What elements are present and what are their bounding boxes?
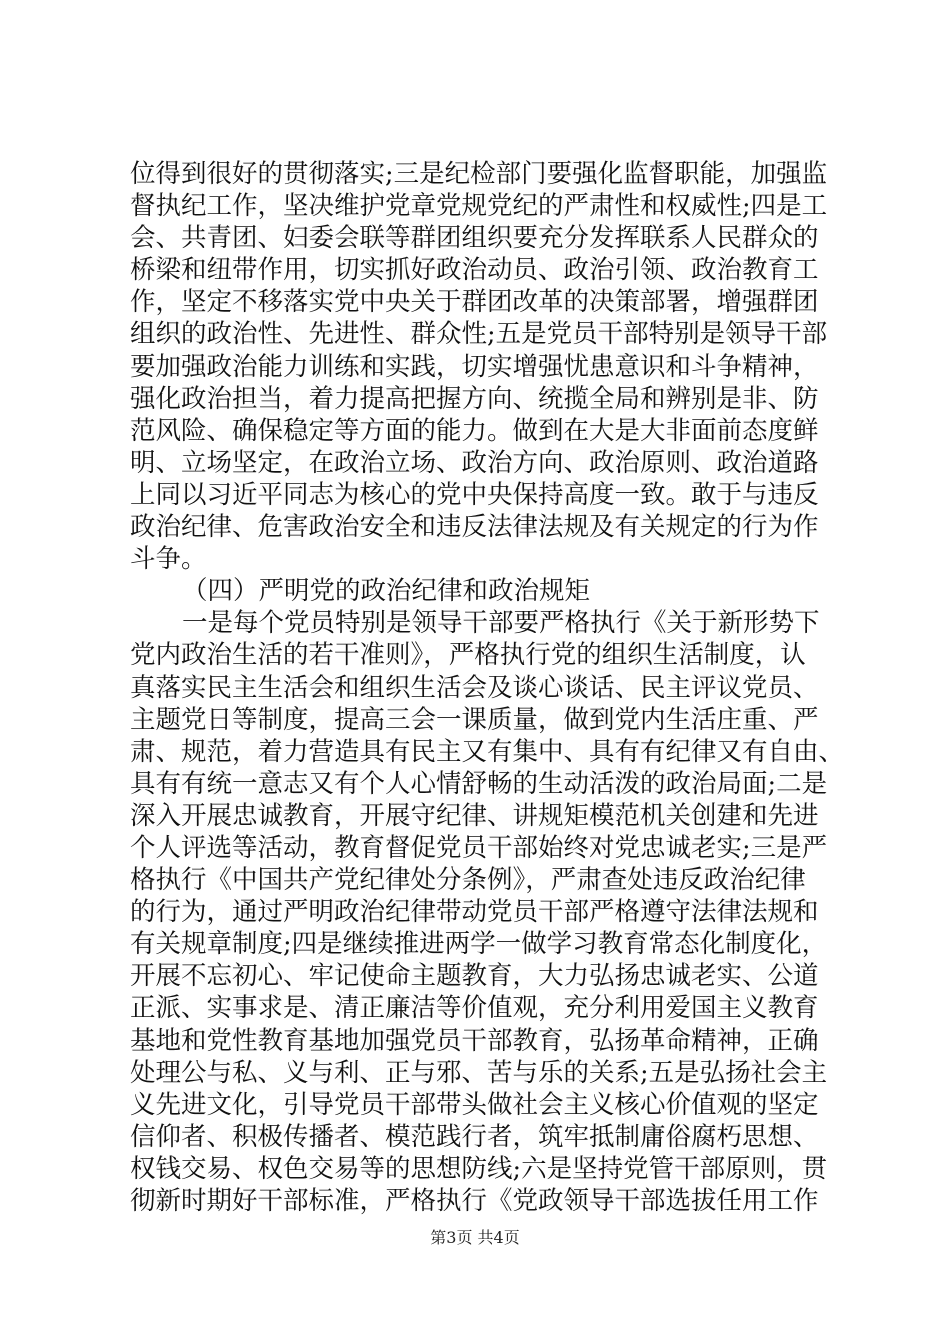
text-line: 深入开展忠诚教育，开展守纪律、讲规矩模范机关创建和先进 — [130, 800, 819, 831]
section-heading: （四）严明党的政治纪律和政治规矩 — [182, 576, 591, 607]
text-line: 有关规章制度;四是继续推进两学一做学习教育常态化制度化， — [130, 929, 828, 960]
document-body — [130, 158, 845, 1217]
text-line: 基地和党性教育基地加强党员干部教育，弘扬革命精神，正确 — [130, 1025, 819, 1056]
text-line: 义先进文化，引导党员干部带头做社会主义核心价值观的坚定 — [130, 1089, 819, 1120]
text-line: 组织的政治性、先进性、群众性;五是党员干部特别是领导干部 — [130, 319, 828, 350]
text-line: 党内政治生活的若干准则》，严格执行党的组织生活制度，认 — [130, 640, 806, 671]
text-line: 斗争。 — [130, 544, 207, 575]
text-line: 上同以习近平同志为核心的党中央保持高度一致。敢于与违反 — [130, 479, 819, 510]
text-line: 桥梁和纽带作用，切实抓好政治动员、政治引领、政治教育工 — [130, 255, 819, 286]
text-line: 范风险、确保稳定等方面的能力。做到在大是大非面前态度鲜 — [130, 415, 819, 446]
text-line: 格执行《中国共产党纪律处分条例》，严肃查处违反政治纪律 — [130, 865, 806, 896]
text-line: 开展不忘初心、牢记使命主题教育，大力弘扬忠诚老实、公道 — [130, 961, 819, 992]
text-line: 真落实民主生活会和组织生活会及谈心谈话、民主评议党员、 — [130, 672, 819, 703]
text-line: 肃、规范，着力营造具有民主又有集中、具有有纪律又有自由、 — [130, 736, 845, 767]
text-line: 明、立场坚定，在政治立场、政治方向、政治原则、政治道路 — [130, 447, 819, 478]
text-line: 督执纪工作，坚决维护党章党规党纪的严肃性和权威性;四是工 — [130, 191, 828, 222]
text-line: 的行为，通过严明政治纪律带动党员干部严格遵守法律法规和 — [130, 897, 819, 928]
text-line: 正派、实事求是、清正廉洁等价值观，充分利用爱国主义教育 — [130, 993, 819, 1024]
text-line: 信仰者、积极传播者、模范践行者，筑牢抵制庸俗腐朽思想、 — [130, 1121, 819, 1152]
text-line: 要加强政治能力训练和实践，切实增强忧患意识和斗争精神， — [130, 351, 819, 382]
text-line: 彻新时期好干部标准，严格执行《党政领导干部选拔任用工作 — [130, 1186, 819, 1216]
text-line: 主题党日等制度，提高三会一课质量，做到党内生活庄重、严 — [130, 704, 819, 735]
text-line: 强化政治担当，着力提高把握方向、统揽全局和辨别是非、防 — [130, 383, 819, 414]
paragraph-first-line: 一是每个党员特别是领导干部要严格执行《关于新形势下 — [182, 608, 820, 639]
text-line: 处理公与私、义与利、正与邪、苦与乐的关系;五是弘扬社会主 — [130, 1057, 828, 1088]
text-line: 权钱交易、权色交易等的思想防线;六是坚持党管干部原则，贯 — [130, 1153, 828, 1184]
text-line: 作，坚定不移落实党中央关于群团改革的决策部署，增强群团 — [130, 287, 819, 318]
text-line: 会、共青团、妇委会联等群团组织要充分发挥联系人民群众的 — [130, 223, 819, 254]
text-line: 个人评选等活动，教育督促党员干部始终对党忠诚老实;三是严 — [130, 832, 828, 863]
text-line: 具有有统一意志又有个人心情舒畅的生动活泼的政治局面;二是 — [130, 768, 828, 799]
text-line: 政治纪律、危害政治安全和违反法律法规及有关规定的行为作 — [130, 512, 819, 543]
page-number-footer: 第3页 共4页 — [430, 1228, 520, 1247]
text-line: 位得到很好的贯彻落实;三是纪检部门要强化监督职能，加强监 — [130, 159, 828, 189]
